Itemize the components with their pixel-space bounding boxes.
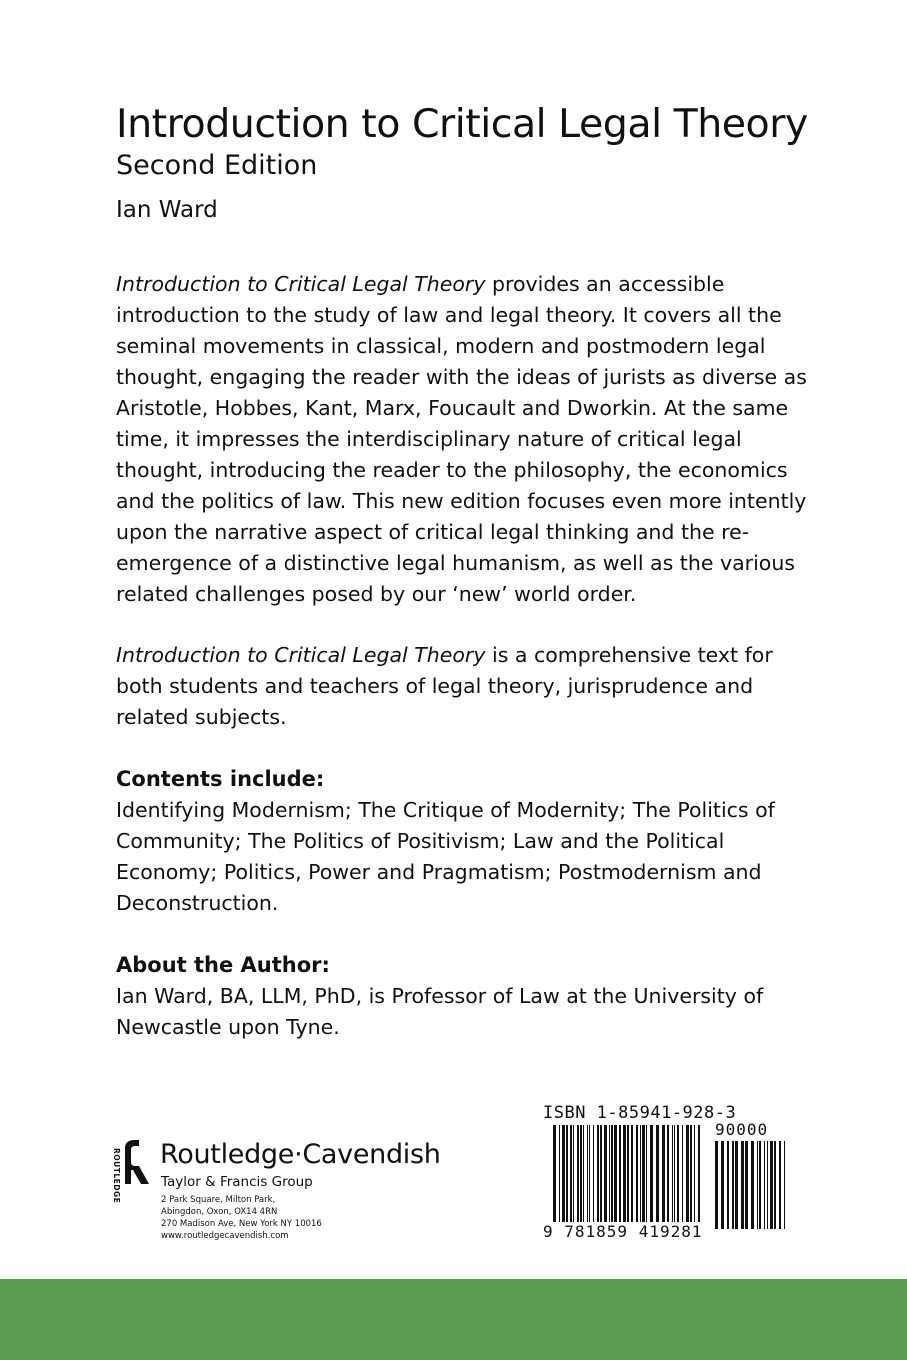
barcode-bar	[732, 1141, 734, 1229]
about-text: Ian Ward, BA, LLM, PhD, is Professor of Law at the University of Newcastle upon Tyne.	[116, 984, 764, 1039]
barcode-bar	[767, 1141, 768, 1229]
ean-number: 9 781859 419281	[543, 1222, 706, 1242]
barcode-bar	[672, 1125, 673, 1229]
barcode-bar	[559, 1125, 560, 1229]
book-title: Introduction to Critical Legal Theory	[116, 101, 808, 147]
barcode-bar	[631, 1125, 633, 1229]
barcode-bar	[640, 1125, 641, 1229]
barcode-bar	[573, 1125, 574, 1229]
price-code: 90000	[715, 1120, 769, 1139]
address-line: www.routledgecavendish.com	[161, 1231, 289, 1241]
barcode-bar	[741, 1141, 744, 1229]
barcode-bar	[745, 1141, 748, 1229]
publisher-block	[111, 1138, 491, 1248]
barcode-bar	[609, 1125, 610, 1229]
addon-barcode-icon	[715, 1141, 787, 1229]
barcode-bar	[611, 1125, 613, 1229]
barcode-bar	[686, 1125, 689, 1229]
barcode-bar	[735, 1141, 738, 1229]
barcode-bar	[619, 1125, 621, 1229]
book-author: Ian Ward	[116, 197, 218, 223]
barcode-bar	[583, 1125, 584, 1229]
barcode-bar	[604, 1125, 607, 1229]
barcode-bar	[751, 1141, 754, 1229]
book-edition: Second Edition	[116, 150, 318, 181]
barcode-bar	[587, 1125, 588, 1229]
barcode-bar	[566, 1125, 568, 1229]
isbn-text: ISBN 1-85941-928-3	[543, 1103, 737, 1123]
barcode-bar	[642, 1125, 645, 1229]
barcode-bar	[597, 1125, 599, 1229]
publisher-logo-text: ROUTLEDGE	[112, 1148, 121, 1204]
barcode-bar	[589, 1125, 590, 1229]
barcode-bar	[627, 1125, 629, 1229]
barcode-bar	[636, 1125, 638, 1229]
barcode-bar	[774, 1141, 776, 1229]
description-1-text: provides an accessible introduction to the study of law and legal theory. It covers all the seminal movements in classical, modern and postmodern legal thought, engaging the reader with the ideas of jurists as diverse as Aristotle, Hobbes, Kant, Marx, Foucault and Dworkin. At the same time, it impresses the interdisciplinary nature of critical legal thought, introducing the reader to the philosophy, the economics and the politics of law. This new edition focuses even more intently upon the narrative aspect of critical legal thinking and the re-emergence of a distinctive legal humanism, as well as the various related challenges posed by our ‘new’ world order.	[116, 272, 807, 606]
contents-heading: Contents include:	[116, 767, 325, 791]
barcode-bar	[764, 1141, 765, 1229]
barcode-bar	[757, 1141, 758, 1229]
publisher-group: Taylor & Francis Group	[161, 1174, 313, 1190]
barcode-bar	[570, 1125, 572, 1229]
barcode-bar	[779, 1141, 781, 1229]
barcode-bar	[759, 1141, 761, 1229]
barcode-bar	[600, 1125, 602, 1229]
description-2-title: Introduction to Critical Legal Theory	[116, 643, 486, 667]
barcode-bar	[580, 1125, 582, 1229]
barcode-bar	[694, 1125, 695, 1229]
barcode-bar	[667, 1125, 669, 1229]
address-line: Abingdon, Oxon, OX14 4RN	[161, 1207, 278, 1217]
barcode-bar	[784, 1141, 785, 1229]
barcode-bar	[593, 1125, 594, 1229]
publisher-address	[161, 1194, 322, 1242]
barcode-bar	[770, 1141, 773, 1229]
barcode-bar	[623, 1125, 626, 1229]
barcode-bar	[553, 1125, 556, 1229]
address-line: 270 Madison Ave, New York NY 10016	[161, 1219, 322, 1229]
barcode-bar	[727, 1141, 729, 1229]
publisher-logo-icon	[111, 1138, 151, 1196]
description-1-title: Introduction to Critical Legal Theory	[116, 272, 486, 296]
barcode-bar	[674, 1125, 675, 1229]
barcode-bar	[656, 1125, 659, 1229]
barcode-bar	[662, 1125, 665, 1229]
about-heading: About the Author:	[116, 953, 330, 977]
footer-color-band	[0, 1279, 907, 1360]
barcode-bar	[614, 1125, 617, 1229]
barcode-bar	[562, 1125, 565, 1229]
description-paragraph-2	[116, 640, 816, 733]
barcode-bar	[650, 1125, 653, 1229]
description-2-text: is a comprehensive text for both students and teachers of legal theory, jurisprudence and related subjects.	[116, 643, 773, 729]
address-line: 2 Park Square, Milton Park,	[161, 1195, 276, 1205]
barcode-bar	[682, 1125, 683, 1229]
barcode-bar	[690, 1125, 692, 1229]
back-cover-text	[116, 98, 816, 1043]
contents-text: Identifying Modernism; The Critique of Modernity; The Politics of Community; The Politics of Positivism; Law and the Political Economy; Politics, Power and Pragmatism; Postmodernism and Deconstruction.	[116, 798, 775, 915]
description-paragraph-1	[116, 269, 816, 610]
barcode	[543, 1103, 793, 1243]
publisher-name: Routledge·Cavendish	[160, 1139, 441, 1170]
barcode-bar	[577, 1125, 579, 1229]
barcode-bar	[715, 1141, 718, 1229]
ean-barcode-icon	[553, 1125, 703, 1229]
barcode-bar	[646, 1125, 647, 1229]
barcode-bar	[721, 1141, 724, 1229]
barcode-bar	[677, 1125, 679, 1229]
barcode-bar	[698, 1125, 700, 1229]
